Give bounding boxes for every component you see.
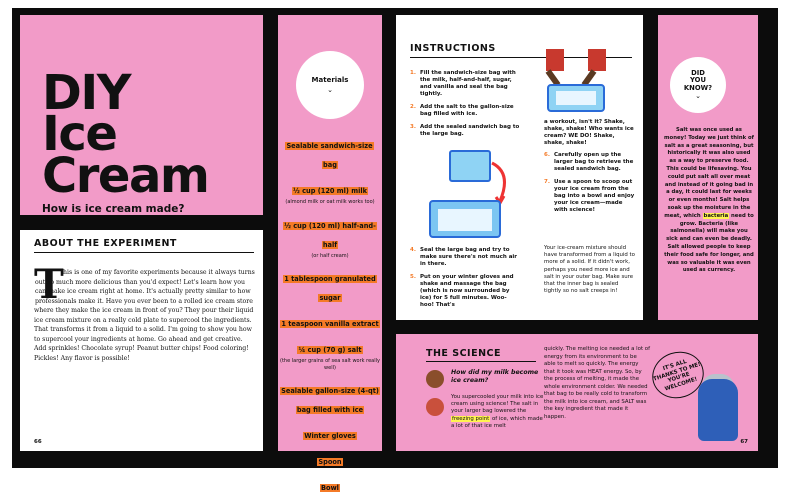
science-question: How did my milk become ice cream? <box>451 369 539 384</box>
list-item <box>278 266 382 304</box>
chevron-down-icon: ⌄ <box>695 92 701 101</box>
step-number: 4. <box>410 247 416 253</box>
experiment-heading: ABOUT THE EXPERIMENT <box>34 238 177 249</box>
materials-badge-label: Materials <box>311 76 349 84</box>
answer-text: You supercooled your milk into ice cream using science! The salt in your larger bag lowered the <box>451 394 544 415</box>
page-subtitle: How is ice cream made? <box>42 203 185 215</box>
did-you-know-panel <box>658 15 758 320</box>
science-heading: THE SCIENCE <box>426 348 501 359</box>
list-item <box>278 378 382 416</box>
steps-list-b <box>410 247 520 315</box>
experiment-body <box>34 261 256 363</box>
list-item <box>278 449 382 468</box>
page-number-right: 67 <box>740 439 748 445</box>
heading-rule <box>34 252 254 253</box>
step-text: Put on your winter gloves and shake and massage the bag (which is now surrounded by ice) for 5 full minutes. Woo-hoo! That's <box>420 274 514 308</box>
step-text: Seal the large bag and try to make sure there's not much air in there. <box>420 247 518 267</box>
instructions-note: Your ice-cream mixture should have transformed from a liquid to more of a solid. If it didn't work, perhaps you need more ice and salt in your outer bag. Make sure that the inner bag is sealed tightly so no salt creeps in! <box>544 245 635 295</box>
material-note: (or half cream) <box>311 252 349 259</box>
drop-cap: T <box>34 261 64 308</box>
step-text: Use a spoon to scoop out your ice cream from the bag into a bowl and enjoy your ice cream—made with science! <box>554 179 635 213</box>
material-label: Sealable gallon-size (4-qt) bag filled with ice <box>281 387 379 414</box>
boy-avatar <box>426 370 444 388</box>
list-item <box>278 133 382 171</box>
heading-rule <box>426 361 536 362</box>
step-number: 2. <box>410 104 416 110</box>
list-item <box>278 213 382 260</box>
chevron-down-icon: ⌄ <box>327 86 333 94</box>
list-item <box>544 179 636 214</box>
step-number: 1. <box>410 70 416 76</box>
steps-list-c <box>544 119 636 220</box>
badge-line: YOU <box>690 76 706 85</box>
step-text: Fill the sandwich-size bag with the milk, half-and-half, sugar, and vanilla and seal the bag tightly. <box>420 70 516 97</box>
step-text: Carefully open up the larger bag to retrieve the sealed sandwich bag. <box>554 152 634 172</box>
materials-badge <box>296 51 364 119</box>
speech-bubble-text: IT'S ALL THANKS TO ME! YOU'RE WELCOME! <box>652 358 702 393</box>
title-line: Ice <box>42 106 117 163</box>
material-label: Winter gloves <box>304 432 356 440</box>
experiment-panel <box>20 230 263 451</box>
highlighted-term: freezing point <box>452 415 490 422</box>
list-item <box>410 247 520 268</box>
highlighted-term: bacteria <box>703 212 729 219</box>
step-text: Add the salt to the gallon-size bag filled with ice. <box>420 104 514 117</box>
page-title <box>42 65 209 204</box>
material-label: Bowl <box>321 484 339 492</box>
answer-text: of ice, which made a lot of that ice melt <box>451 415 543 429</box>
step-text: Add the sealed sandwich bag to the large bag. <box>420 124 520 137</box>
instructions-heading: INSTRUCTIONS <box>410 43 496 54</box>
title-panel <box>20 15 263 215</box>
list-item <box>278 475 382 494</box>
list-item <box>278 337 382 371</box>
badge-line: KNOW? <box>683 83 713 92</box>
title-line: DIY <box>42 65 130 121</box>
materials-panel <box>278 15 382 492</box>
science-continuation: quickly. The melting ice needed a lot of energy from its environment to be able to melt so quickly. The energy that it took was HEAT energy. So, by the process of melting, it made the whole environment colder. We needed that bag to be really cold to transform the milk into ice cream, and SALT was the key ingredient that made it happen. <box>544 346 650 420</box>
list-item <box>278 423 382 442</box>
list-item <box>410 70 520 98</box>
material-label: Sealable sandwich-size bag <box>286 142 373 169</box>
steps-list-a <box>410 70 520 144</box>
step-number: 3. <box>410 124 416 130</box>
list-item <box>278 311 382 330</box>
badge-line: DID <box>691 68 705 77</box>
title-line: Cream <box>42 147 209 204</box>
page-number-left: 66 <box>34 439 42 445</box>
material-note: (the larger grains of sea salt work really well) <box>280 358 380 371</box>
list-item <box>410 124 520 138</box>
material-label: ¼ cup (70 g) salt <box>298 346 362 354</box>
experiment-text: his is one of my favorite experiments because it always turns out so much more delicious than you'd expect! Let's learn how you can make ice cream right at home. It's actually pretty similar to how professionals make it. Have you ever been to a rolled ice cream store where they make the ice cream in front of you? They pour their liquid ice cream mixture on a really cold plate to supercool the ingredients. That transforms it from a liquid to a solid. I'm going to show you how to supercool your ingredients at home. Go ahead and get creative. Add sprinkles! Chocolate syrup! Peanut butter chips! Food coloring! Pickles! Any flavor is possible! <box>34 269 255 362</box>
material-label: ½ cup (120 ml) milk <box>292 187 368 195</box>
list-item <box>544 152 636 173</box>
fact-text: Salt was once used as money! Today we just think of salt as a great seasoning, but historically it was also used as a way to preserve food. This could be lifesaving. You could put salt all over meat and instead of it going bad in a day, it could last for weeks or even months! Salt helps soak up the moisture in the meat, which <box>664 127 754 219</box>
did-you-know-badge <box>670 57 726 113</box>
science-panel <box>396 334 758 451</box>
list-item <box>410 104 520 118</box>
girl-avatar <box>426 398 444 416</box>
step-number: 6. <box>544 152 550 158</box>
materials-list <box>278 133 382 501</box>
did-you-know-text <box>664 127 754 275</box>
bags-illustration <box>420 143 520 243</box>
step-number: 7. <box>544 179 550 185</box>
gloved-hands-bag-illustration <box>536 45 616 117</box>
material-label: Spoon <box>318 458 342 466</box>
material-note: (almond milk or oat milk works too) <box>285 199 375 205</box>
list-item <box>410 274 520 309</box>
instructions-panel <box>396 15 643 320</box>
material-label: 1 tablespoon granulated sugar <box>284 275 376 302</box>
science-answer <box>451 394 546 430</box>
material-label: ½ cup (120 ml) half-and-half <box>284 221 376 249</box>
step-number: 5. <box>410 274 416 280</box>
step-continuation: a workout, isn't it? Shake, shake, shake! Who wants ice cream? WE DO! Shake, shake, shake! <box>544 119 634 146</box>
list-item <box>278 178 382 206</box>
salt-shaker-illustration <box>698 379 738 441</box>
material-label: 1 teaspoon vanilla extract <box>281 320 379 328</box>
fact-text: need to grow. Bacteria (like salmonella) will make you sick and can even be deadly. Salt allowed people to keep their food safe for longer, and was so valuable it was even used as currency. <box>664 212 754 274</box>
